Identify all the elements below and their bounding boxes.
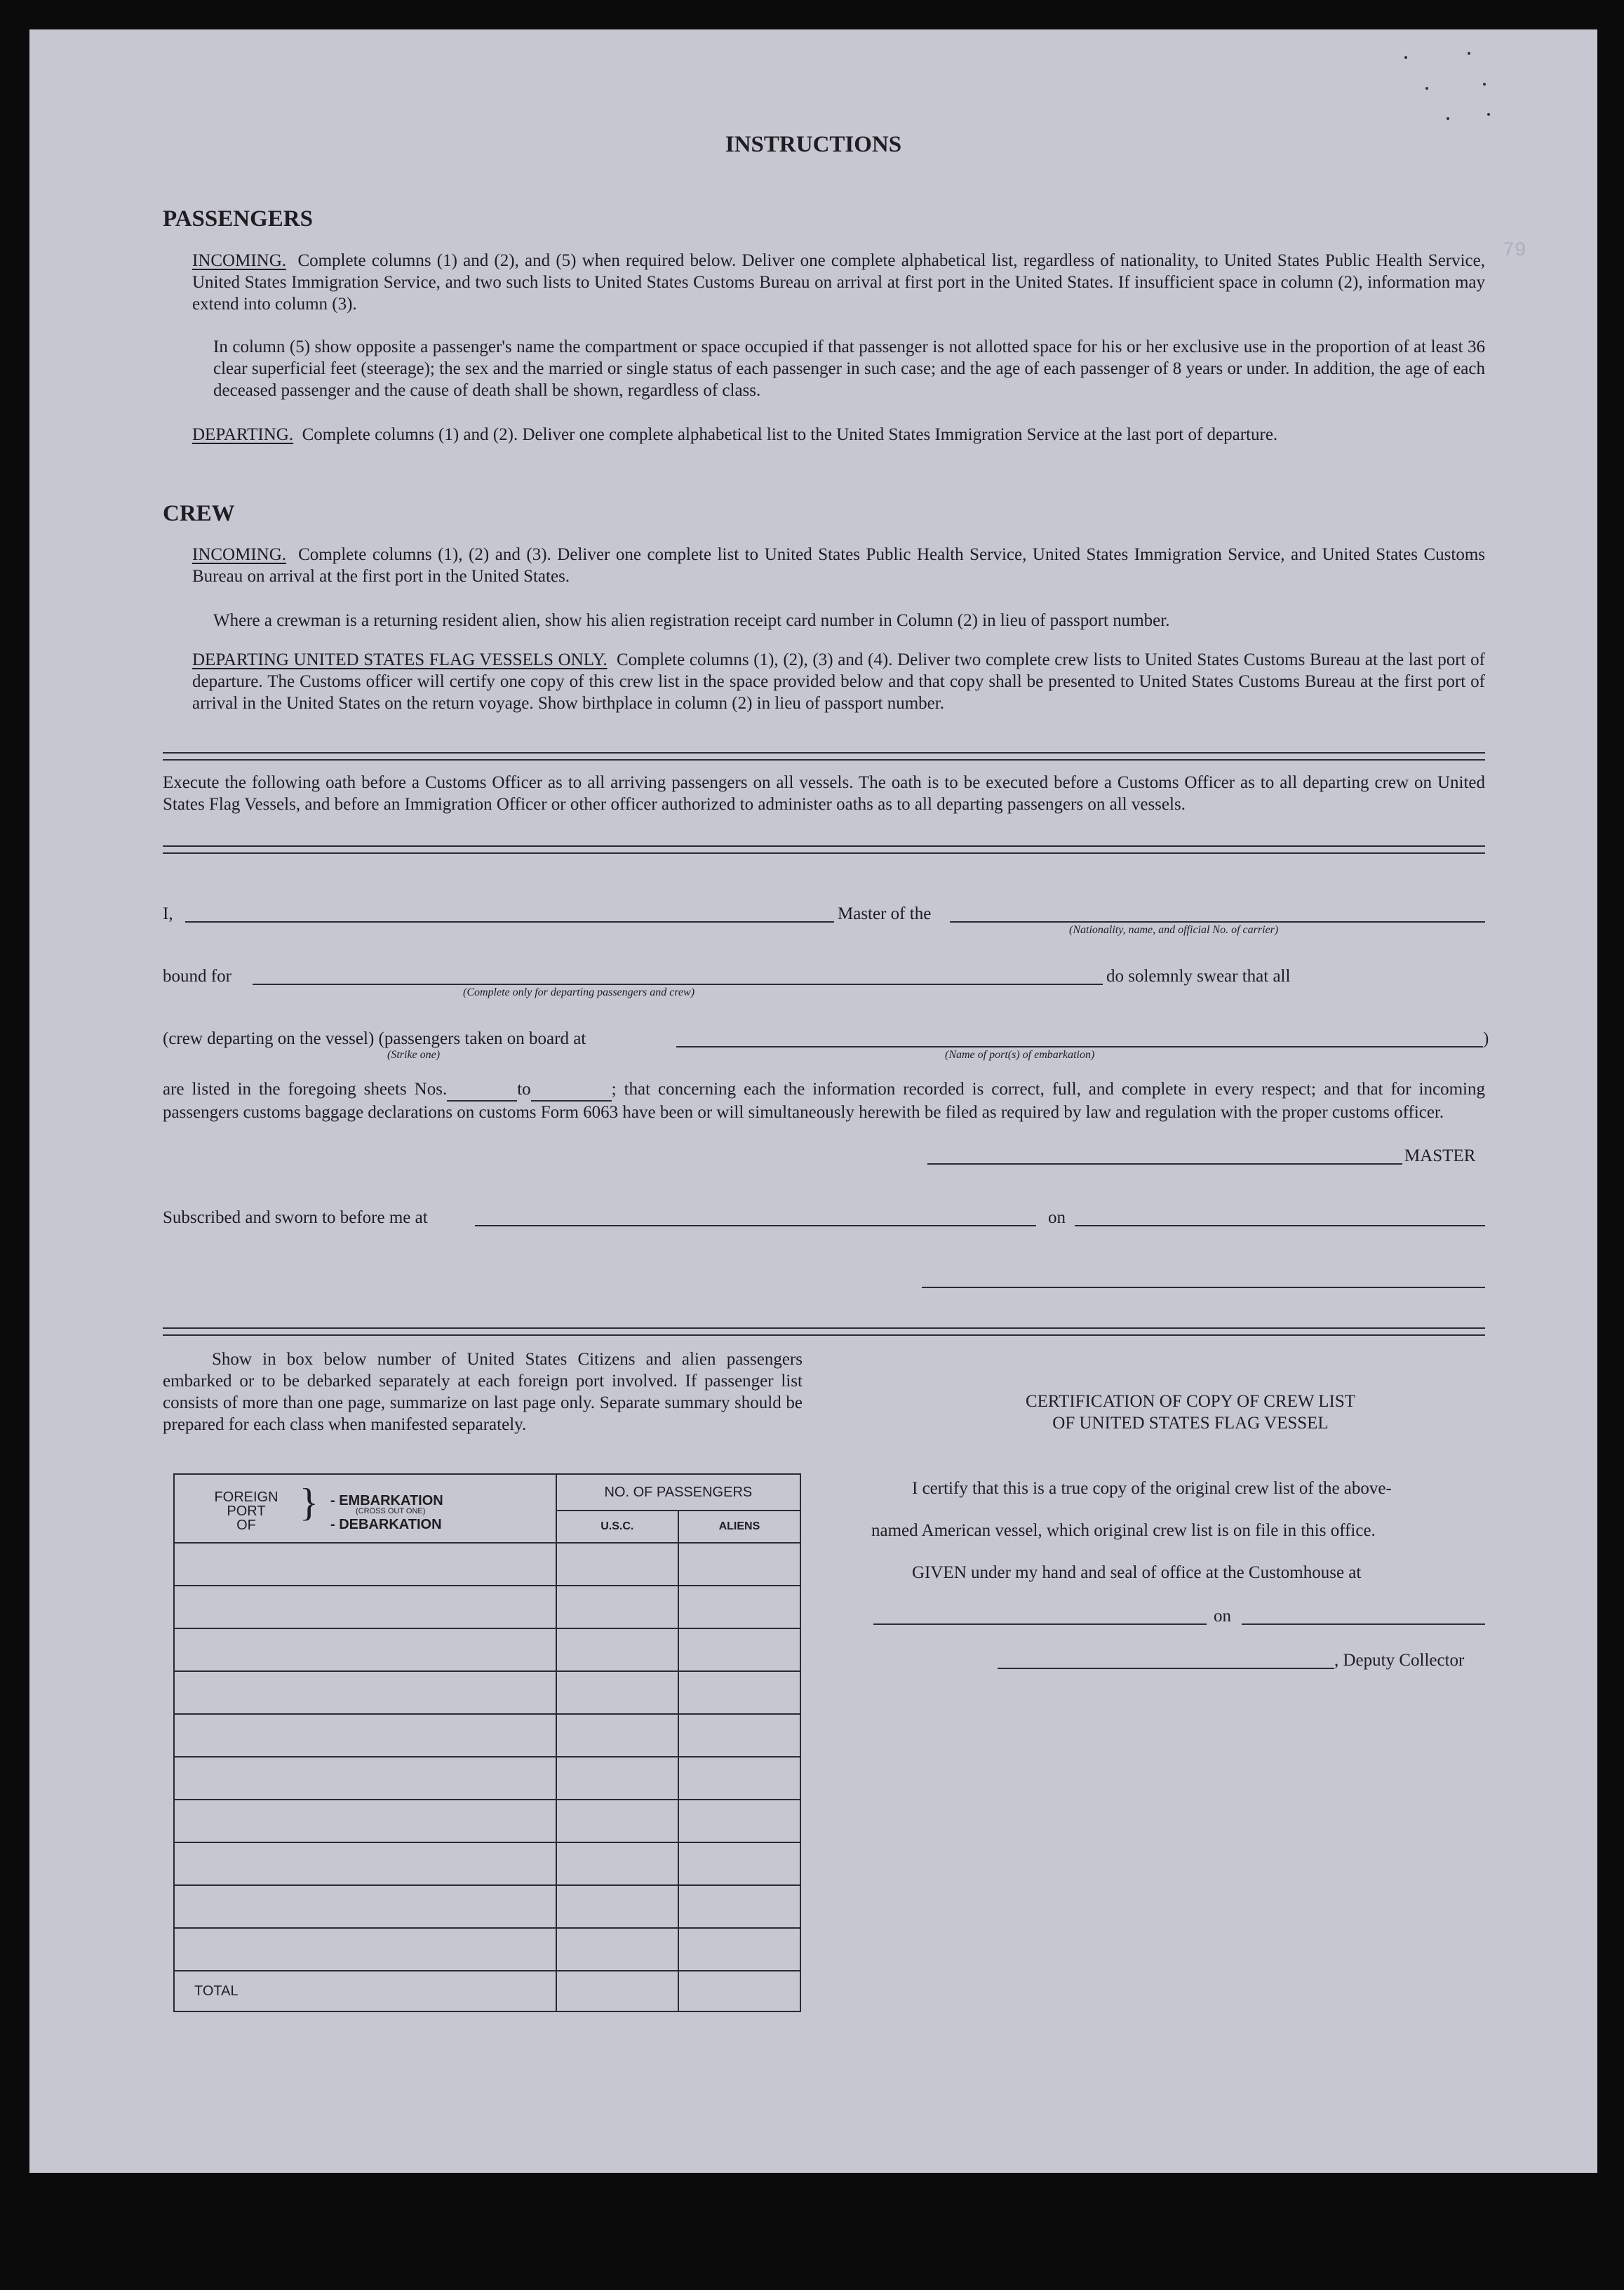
passengers-heading: PASSENGERS [163, 206, 313, 232]
port-cell[interactable] [174, 1800, 556, 1842]
swear-label: do solemnly swear that all [1106, 967, 1291, 986]
passenger-summary-table [173, 1473, 801, 2012]
port-caption: (Name of port(s) of embarkation) [945, 1049, 1095, 1061]
aliens-cell[interactable] [678, 1800, 800, 1842]
passengers-incoming-text: Complete columns (1) and (2), and (5) when required below. Deliver one complete alphabetical list, regardless of nationality, to United States Public Health Service, United States Immigration Service, and two such lists to United States Customs Bureau on arrival at first port in the United States. If insufficient space in column (2), information may extend into column (3). [192, 251, 1486, 314]
bound-for-label: bound for [163, 967, 231, 986]
scan-speck [1483, 83, 1486, 86]
passengers-departing-label: DEPARTING. [192, 425, 294, 444]
port-cell[interactable] [174, 1842, 556, 1885]
port-cell[interactable] [174, 1714, 556, 1757]
carrier-field[interactable] [950, 921, 1485, 923]
port-cell[interactable] [174, 1928, 556, 1971]
master-label: MASTER [1404, 1146, 1476, 1165]
double-rule [163, 752, 1485, 761]
deputy-collector-label: , Deputy Collector [1334, 1651, 1465, 1670]
officer-signature-field[interactable] [922, 1287, 1485, 1288]
embarkation-port-field[interactable] [676, 1046, 1483, 1047]
listed-to: to [517, 1080, 531, 1099]
aliens-cell[interactable] [678, 1586, 800, 1628]
cross-out-label: (CROSS OUT ONE) [356, 1507, 426, 1515]
crew-flag-label: DEPARTING UNITED STATES FLAG VESSELS ONLY. [192, 650, 608, 669]
master-name-field[interactable] [185, 921, 834, 923]
aliens-cell[interactable] [678, 1671, 800, 1714]
port-cell[interactable] [174, 1543, 556, 1586]
nationality-caption: (Nationality, name, and official No. of carrier) [1069, 924, 1279, 936]
oath-i-label: I, [163, 904, 173, 923]
usc-cell[interactable] [556, 1800, 678, 1842]
port-cell[interactable] [174, 1628, 556, 1671]
bound-caption: (Complete only for departing passengers and crew) [463, 986, 695, 998]
crew-resident-paragraph: Where a crewman is a returning resident alien, show his alien registration receipt card number in Column (2) in lieu of passport number. [213, 611, 1170, 630]
aliens-cell[interactable] [678, 1842, 800, 1885]
sheet-to-field[interactable] [531, 1078, 612, 1102]
usc-header: U.S.C. [556, 1511, 678, 1543]
passengers-departing-text: Complete columns (1) and (2). Deliver one complete alphabetical list to the United States Immigration Service at the last port of departure. [302, 425, 1278, 444]
port-header-label: FOREIGN PORT OF [214, 1489, 279, 1533]
passengers-column5-paragraph: In column (5) show opposite a passenger's name the compartment or space occupied if that passenger is not allotted space for his or her exclusive use in the proportion of at least 36 clear superficial feet (steerage); the sex and the married or single status of each passenger in such case; and the age of each passenger of 8 years or under. In addition, the age of each deceased passenger and the cause of death shall be shown, regardless of class. [213, 337, 1485, 400]
summary-instructions: Show in box below number of United States Citizens and alien passengers embarked or to be debarked separately at each foreign port involved. If passenger list consists of more than one page, summarize on last page only. Separate summary should be prepared for each class when manifested separately. [163, 1350, 803, 1434]
embarkation-label: - EMBARKATION [330, 1493, 443, 1508]
certify-line-1: I certify that this is a true copy of the original crew list of the above- [912, 1479, 1392, 1498]
certification-heading-line-2: OF UNITED STATES FLAG VESSEL [1052, 1414, 1329, 1433]
bleed-through-text: 79 [1503, 240, 1526, 262]
scan-speck [1468, 52, 1470, 55]
total-aliens-cell[interactable] [678, 1971, 800, 2011]
aliens-cell[interactable] [678, 1714, 800, 1757]
crew-flag-paragraph [192, 649, 1485, 714]
scan-speck [1447, 117, 1449, 120]
document-page [29, 29, 1597, 2173]
crew-incoming-label: INCOMING. [192, 545, 287, 564]
certify-line-2: named American vessel, which original crew list is on file in this office. [871, 1521, 1376, 1540]
debarkation-label: - DEBARKATION [330, 1517, 442, 1532]
usc-cell[interactable] [556, 1586, 678, 1628]
listed-text-2: ; that concerning each the information recorded is correct, full, and complete in every respect; and that for incoming passengers customs baggage declarations on customs Form 6063 have been or will simultaneously herewith be filed as required by law and regulation with the proper customs officer. [163, 1080, 1485, 1122]
oath-intro: Execute the following oath before a Customs Officer as to all arriving passengers on all vessels. The oath is to be executed before a Customs Officer as to all departing crew on United States Flag Vessels, and before an Immigration Officer or other officer authorized to administer oaths as to all departing passengers on all vessels. [163, 773, 1485, 814]
subscribed-place-field[interactable] [475, 1225, 1036, 1226]
passengers-departing-paragraph [192, 424, 1485, 446]
listed-text-1: are listed in the foregoing sheets Nos. [163, 1080, 448, 1099]
crew-heading: CREW [163, 501, 235, 526]
usc-cell[interactable] [556, 1928, 678, 1971]
oath-listed-paragraph [163, 1078, 1485, 1123]
master-signature-field[interactable] [927, 1163, 1402, 1165]
deputy-signature-field[interactable] [998, 1668, 1334, 1669]
total-label: TOTAL [174, 1971, 556, 2011]
customhouse-field[interactable] [873, 1623, 1207, 1625]
total-usc-cell[interactable] [556, 1971, 678, 2011]
usc-cell[interactable] [556, 1628, 678, 1671]
aliens-cell[interactable] [678, 1543, 800, 1586]
subscribed-on-label: on [1048, 1208, 1066, 1227]
crew-incoming-text: Complete columns (1), (2) and (3). Deliver one complete list to United States Public Health Service, United States Immigration Service, and United States Customs Bureau on arrival at the first port in the United States. [192, 545, 1485, 586]
port-cell[interactable] [174, 1885, 556, 1928]
passengers-incoming-label: INCOMING. [192, 251, 287, 270]
aliens-cell[interactable] [678, 1885, 800, 1928]
certification-on-label: on [1214, 1607, 1231, 1626]
double-rule [163, 845, 1485, 854]
usc-cell[interactable] [556, 1842, 678, 1885]
given-line: GIVEN under my hand and seal of office at the Customhouse at [912, 1563, 1362, 1582]
crew-flag-text: Complete columns (1), (2), (3) and (4). Deliver two complete crew lists to United States Customs Bureau at the last port of departure. The Customs officer will certify one copy of this crew list in the space provided below and that copy shall be presented to United States Customs Bureau at the first port of arrival in the United States on the return voyage. Show birthplace in column (2) in lieu of passport number. [192, 650, 1485, 713]
no-passengers-header: NO. OF PASSENGERS [556, 1474, 800, 1511]
usc-cell[interactable] [556, 1671, 678, 1714]
brace-icon: } [300, 1481, 318, 1525]
port-cell[interactable] [174, 1757, 556, 1800]
page-title: INSTRUCTIONS [725, 132, 902, 157]
scan-speck [1404, 56, 1407, 59]
passengers-incoming-paragraph [192, 250, 1485, 315]
sheet-from-field[interactable] [447, 1078, 517, 1102]
aliens-cell[interactable] [678, 1928, 800, 1971]
port-cell[interactable] [174, 1586, 556, 1628]
scan-speck [1487, 113, 1490, 116]
usc-cell[interactable] [556, 1714, 678, 1757]
certification-heading-line-1: CERTIFICATION OF COPY OF CREW LIST [1025, 1392, 1356, 1411]
subscribed-date-field[interactable] [1075, 1225, 1485, 1226]
crew-incoming-paragraph [192, 544, 1485, 587]
master-of-label: Master of the [838, 904, 932, 923]
strike-one-caption: (Strike one) [387, 1049, 441, 1061]
aliens-header: ALIENS [678, 1511, 800, 1543]
usc-cell[interactable] [556, 1757, 678, 1800]
usc-cell[interactable] [556, 1543, 678, 1586]
port-cell[interactable] [174, 1671, 556, 1714]
aliens-cell[interactable] [678, 1628, 800, 1671]
certification-date-field[interactable] [1242, 1623, 1485, 1625]
port-header-cell [174, 1474, 556, 1543]
aliens-cell[interactable] [678, 1757, 800, 1800]
crew-departing-label: (crew departing on the vessel) (passengers taken on board at [163, 1029, 586, 1048]
double-rule [163, 1327, 1485, 1336]
subscribed-label: Subscribed and sworn to before me at [163, 1208, 428, 1227]
certification-heading [836, 1391, 1545, 1434]
scan-speck [1425, 87, 1428, 90]
close-paren: ) [1483, 1029, 1489, 1048]
usc-cell[interactable] [556, 1885, 678, 1928]
bound-for-field[interactable] [253, 984, 1103, 985]
